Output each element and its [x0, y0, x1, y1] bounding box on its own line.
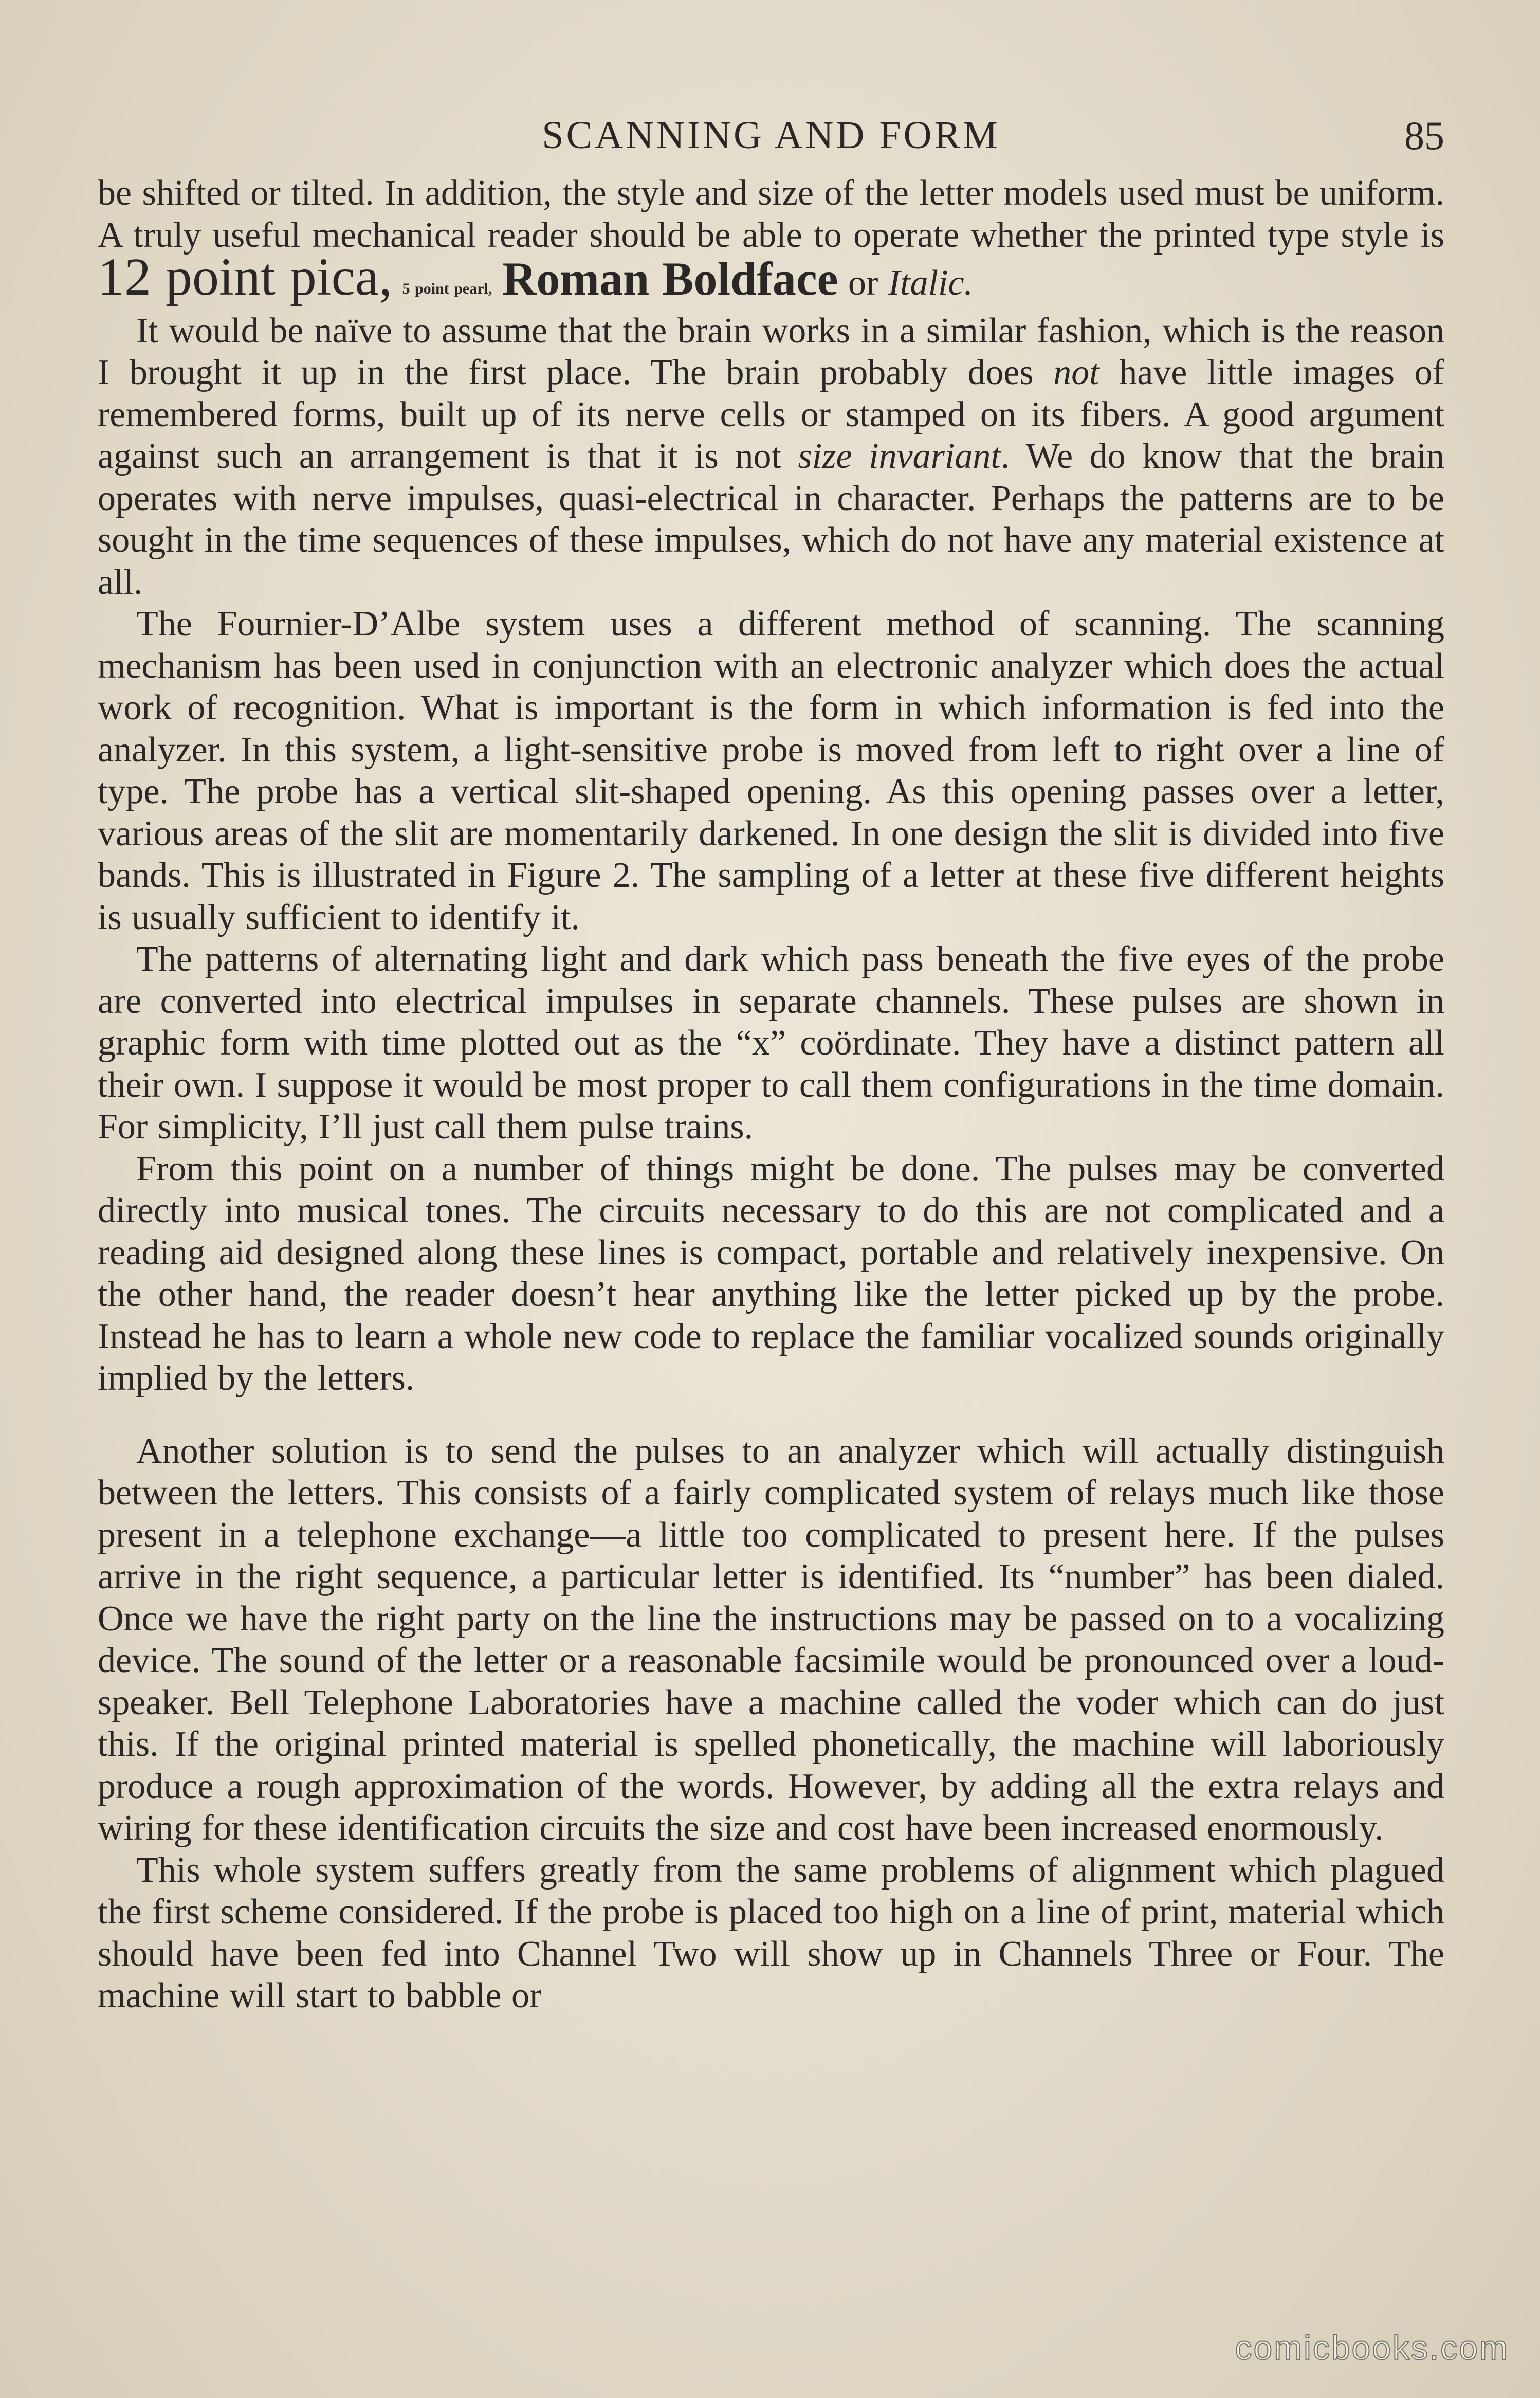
- body-text: [98, 172, 1444, 2017]
- book-page: [98, 113, 1445, 2017]
- paragraph: [98, 1849, 1444, 2017]
- text-run: This whole system suffers greatly from the same problems of alignment which plagued the first scheme considered. If the probe is placed too high on a line of print, material which should have been fed into Channel Two will show up in Channels Three or Four. The machine will start to babble or: [98, 1850, 1444, 2015]
- text-run: be shifted or tilted. In addition, the style and size of the letter models used must be uniform. A truly useful mechanical reader should be able to operate whether the printed type style is: [98, 173, 1444, 255]
- text-run: Another solution is to send the pulses to an analyzer which will actually distinguish between the letters. This consists of a fairly complicated system of relays much like those present in a telephone exchange—a little too complicated to present here. If the pulses arrive in the right sequence, a particular letter is identified. Its “number” has been dialed. Once we have the right party on the line the instructions may be passed on to a vocalizing device. The sound of the letter or a reasonable facsimile would be pronounced over a loud-speaker. Bell Telephone Laboratories have a machine called the voder which can do just this. If the original printed material is spelled phonetically, the machine will laboriously produce a rough approximation of the words. However, by adding all the extra relays and wiring for these identification circuits the size and cost have been increased enormously.: [98, 1431, 1444, 1848]
- text-run: [492, 263, 502, 303]
- watermark-text: comicbooks.com: [1235, 2329, 1509, 2367]
- text-run: [392, 263, 402, 303]
- paragraph: [98, 938, 1444, 1148]
- running-title: SCANNING AND FORM: [542, 114, 1000, 157]
- text-run: . We do know that the brain operates with nerve impulses, quasi-electrical in character. Perhaps the patterns are to be sought in the time sequences of these impulses, which do not have any material existence at all.: [98, 437, 1445, 602]
- text-run: have little images of remembered forms, built up of its nerve cells or stamped on its fibers. A good argument against such an arrangement is that it is not: [98, 353, 1444, 476]
- running-head: [98, 113, 1444, 172]
- paragraph: [98, 603, 1444, 938]
- text-run: It would be naïve to assume that the brain works in a similar fashion, which is the reason I brought it up in the first place. The brain probably does: [98, 311, 1444, 392]
- text-run-5-point-pearl: 5 point pearl,: [402, 280, 492, 297]
- text-run-roman-boldface: Roman Boldface: [502, 252, 838, 305]
- paragraph: [98, 1148, 1444, 1400]
- text-run: The Fournier-D’Albe system uses a different method of scanning. The scanning mechanism has been used in conjunction with an electronic analyzer which does the actual work of recognition. What is important is the form in which information is fed into the analyzer. In this system, a light-sensitive probe is moved from left to right over a line of type. The probe has a vertical slit-shaped opening. As this opening passes over a letter, various areas of the slit are momentarily darkened. In one design the slit is divided into five bands. This is illustrated in Figure 2. The sampling of a letter at these five different heights is usually sufficient to identify it.: [98, 604, 1444, 937]
- text-run-italic: not: [1053, 353, 1099, 392]
- text-run-12-point-pica: 12 point pica,: [98, 247, 393, 306]
- text-run: From this point on a number of things might be done. The pulses may be converted directly into musical tones. The circuits necessary to do this are not complicated and a reading aid designed along these lines is compact, portable and relatively inexpensive. On the other hand, the reader doesn’t hear anything like the letter picked up by the probe. Instead he has to learn a whole new code to replace the familiar vocalized sounds originally implied by the letters.: [98, 1149, 1444, 1398]
- text-run: or: [838, 263, 888, 303]
- text-run-italic: Italic.: [888, 263, 974, 303]
- paragraph: [98, 172, 1444, 310]
- page-number: 85: [1404, 113, 1444, 158]
- text-run-italic: size invariant: [798, 437, 1001, 476]
- text-run: The patterns of alternating light and dark which pass beneath the five eyes of the probe are converted into electrical impulses in separate channels. These pulses are shown in graphic form with time plotted out as the “x” coördinate. They have a distinct pattern all their own. I suppose it would be most proper to call them configurations in the time domain. For simplicity, I’ll just call them pulse trains.: [98, 939, 1444, 1147]
- paragraph: [98, 1430, 1444, 1849]
- paragraph: [98, 310, 1444, 604]
